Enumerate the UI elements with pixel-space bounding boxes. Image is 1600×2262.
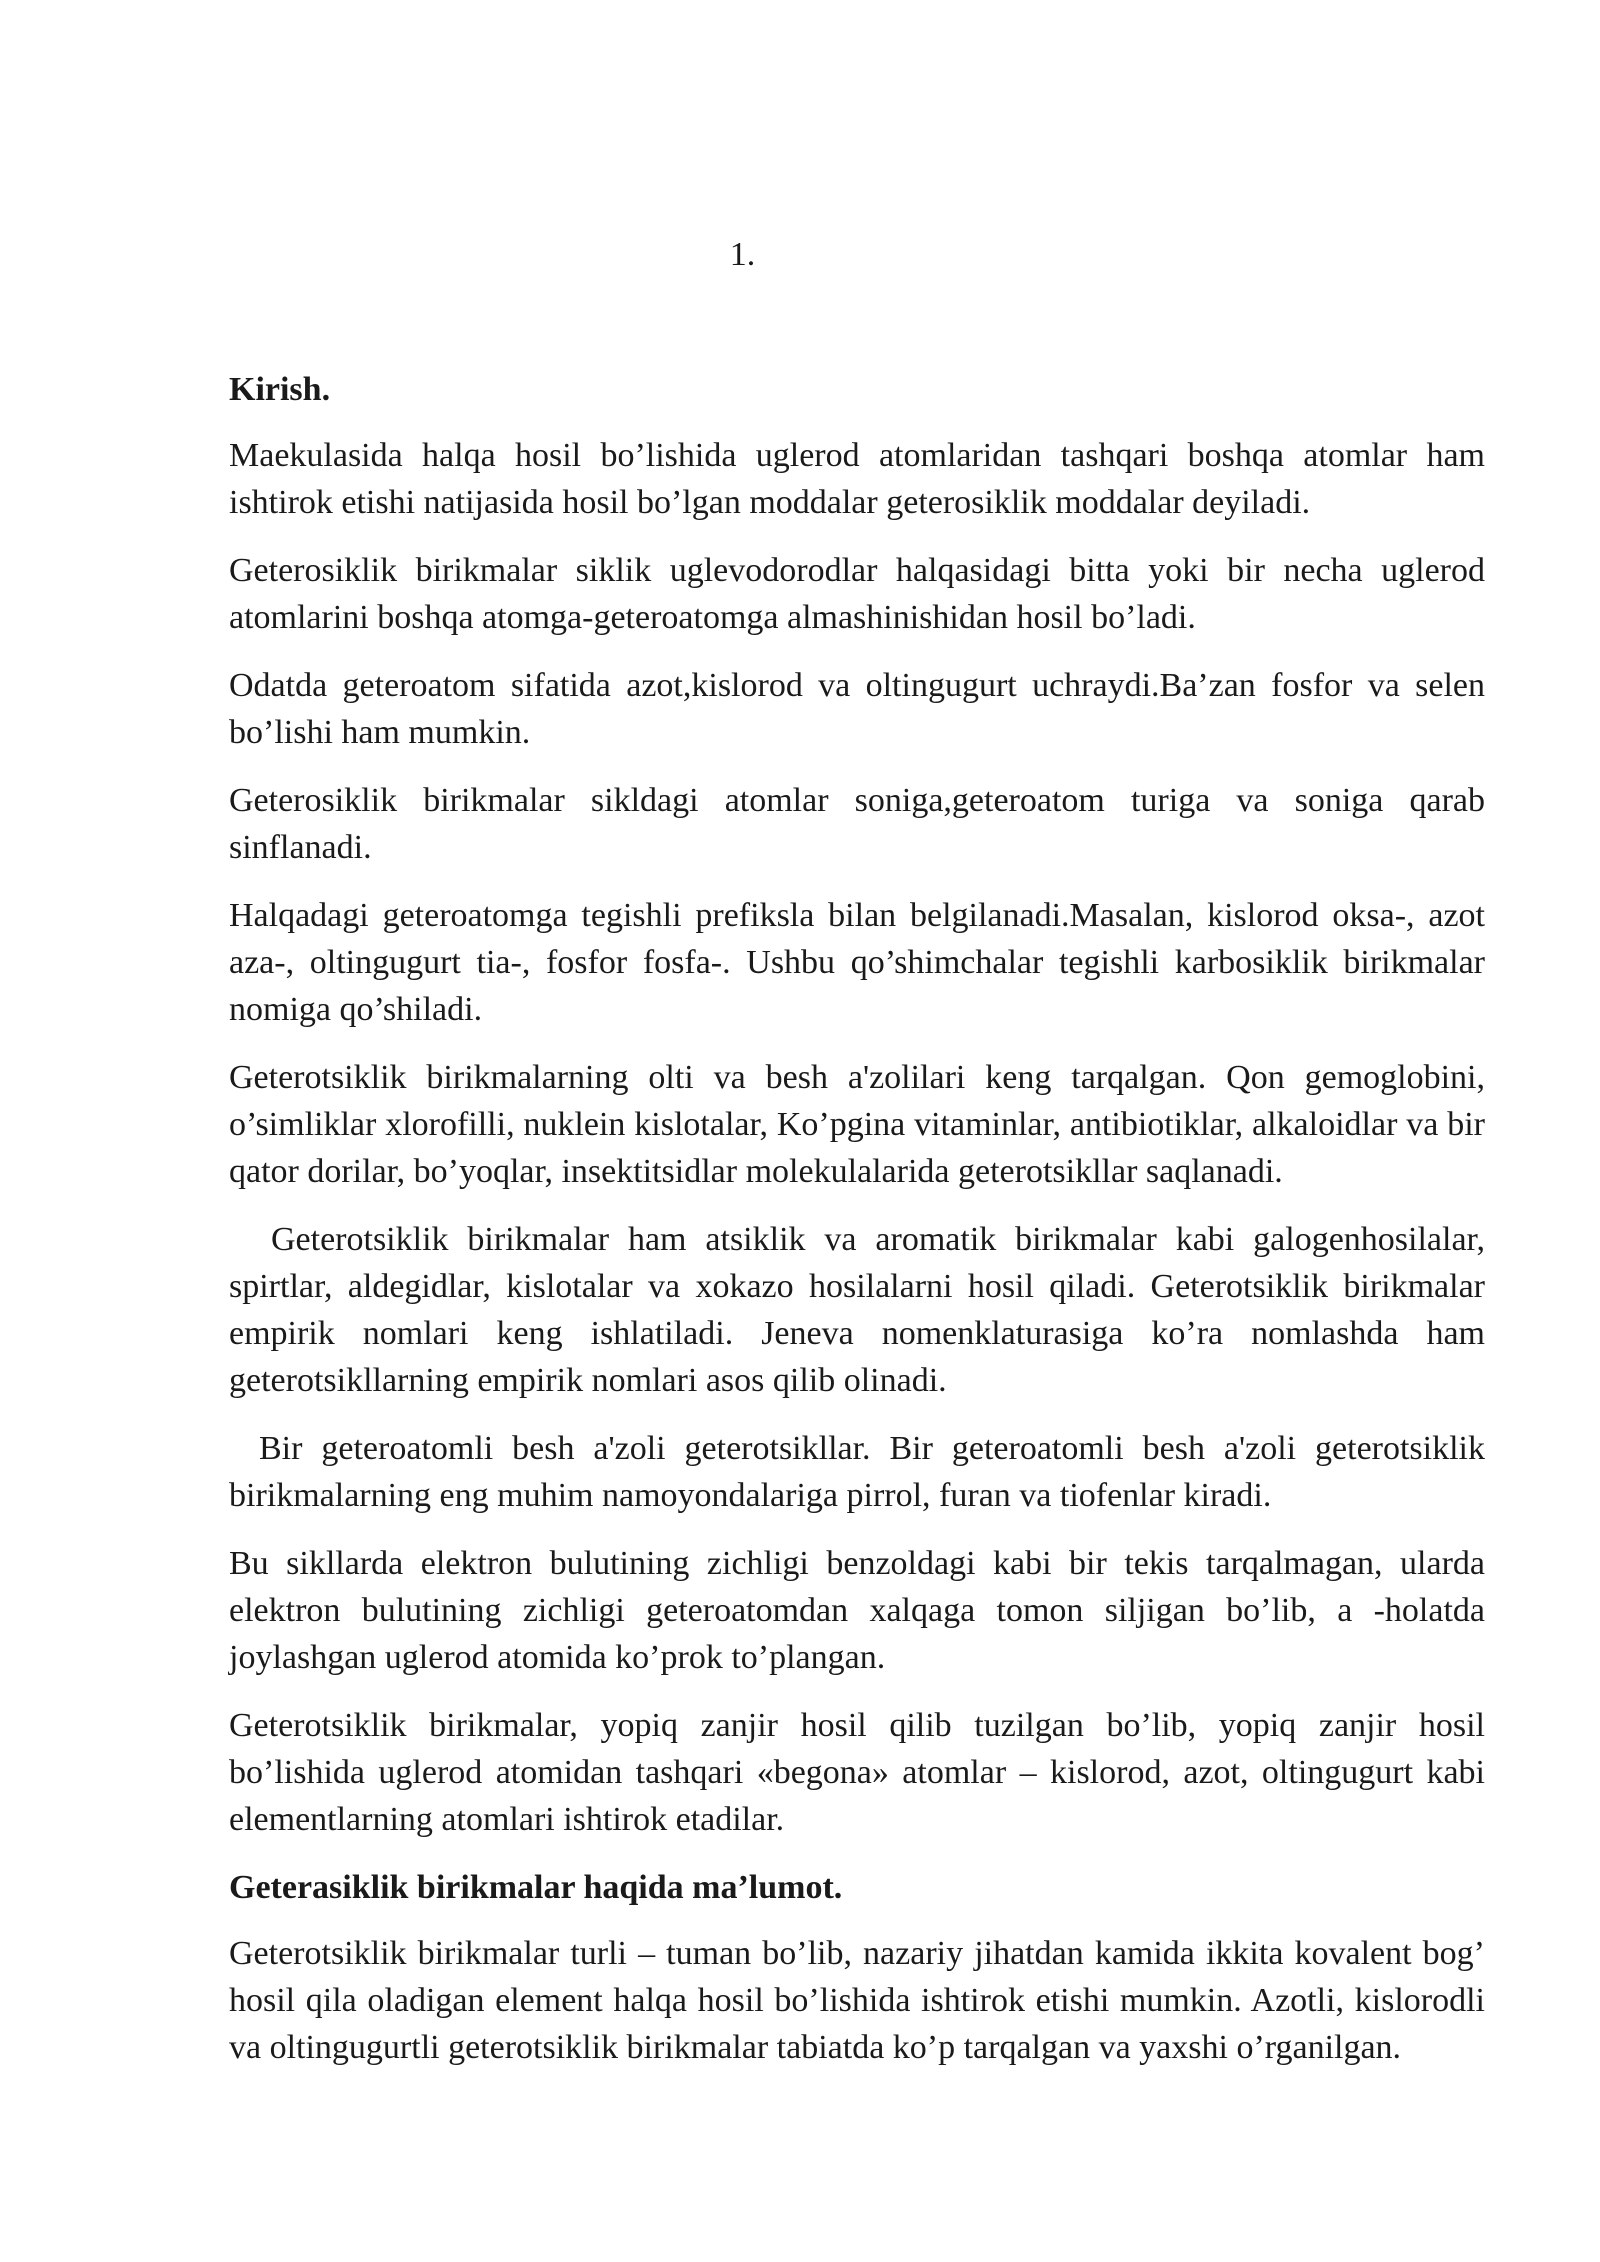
paragraph: Geterotsiklik birikmalar, yopiq zanjir hosil qilib tuzilgan bo’lib, yopiq zanjir hosil bo’lishida uglerod atomidan tashqari «begona» atomlar – kislorod, azot, oltingugurt kabi elementlarning atomlari ishtirok etadilar.	[229, 1707, 1485, 1838]
paragraph: Bu sikllarda elektron bulutining zichligi benzoldagi kabi bir tekis tarqalmagan, ularda elektron bulutining zichligi geteroatomdan xalqaga tomon siljigan bo’lib, a -holatda joylashgan uglerod atomida ko’prok to’plangan.	[229, 1545, 1485, 1676]
page-number: 1.	[729, 236, 756, 273]
document-body	[229, 366, 1485, 2092]
paragraph: Geterosiklik birikmalar siklik uglevodorodlar halqasidagi bitta yoki bir necha uglerod atomlarini boshqa atomga-geteroatomga almashinishidan hosil bo’ladi.	[229, 552, 1485, 636]
paragraph: Odatda geteroatom sifatida azot,kislorod va oltingugurt uchraydi.Ba’zan fosfor va selen bo’lishi ham mumkin.	[229, 667, 1485, 751]
paragraph: Maekulasida halqa hosil bo’lishida uglerod atomlaridan tashqari boshqa atomlar ham ishtirok etishi natijasida hosil bo’lgan moddalar geterosiklik moddalar deyiladi.	[229, 437, 1485, 521]
paragraph: Geterotsiklik birikmalarning olti va besh a'zolilari keng tarqalgan. Qon gemoglobini, o’simliklar xlorofilli, nuklein kislotalar, Ko’pgina vitaminlar, antibiotiklar, alkaloidlar va bir qator dorilar, bo’yoqlar, insektitsidlar molekulalarida geterotsikllar saqlanadi.	[229, 1059, 1485, 1190]
paragraph: Geterotsiklik birikmalar turli – tuman bo’lib, nazariy jihatdan kamida ikkita kovalent bog’ hosil qila oladigan element halqa hosil bo’lishida ishtirok etishi mumkin. Azotli, kislorodli va oltingugurtli geterotsiklik birikmalar tabiatda ko’p tarqalgan va yaxshi o’rganilgan.	[229, 1935, 1485, 2066]
section-heading: Geterasiklik birikmalar haqida ma’lumot.	[229, 1869, 843, 1906]
intro-heading: Kirish.	[229, 371, 331, 408]
paragraph: Geterosiklik birikmalar sikldagi atomlar soniga,geteroatom turiga va soniga qarab sinflanadi.	[229, 782, 1485, 866]
paragraph: Geterotsiklik birikmalar ham atsiklik va aromatik birikmalar kabi galogenhosilalar, spirtlar, aldegidlar, kislotalar va xokazo hosilalarni hosil qiladi. Geterotsiklik birikmalar empirik nomlari keng ishlatiladi. Jeneva nomenklaturasiga ko’ra nomlashda ham geterotsikllarning empirik nomlari asos qilib olinadi.	[229, 1221, 1485, 1399]
paragraph: Halqadagi geteroatomga tegishli prefiksla bilan belgilanadi.Masalan, kislorod oksa-, azot aza-, oltingugurt tia-, fosfor fosfa-. Ushbu qo’shimchalar tegishli karbosiklik birikmalar nomiga qo’shiladi.	[229, 897, 1485, 1028]
paragraph: Bir geteroatomli besh a'zoli geterotsikllar. Bir geteroatomli besh a'zoli geterotsiklik birikmalarning eng muhim namoyondalariga pirrol, furan va tiofenlar kiradi.	[229, 1430, 1485, 1514]
